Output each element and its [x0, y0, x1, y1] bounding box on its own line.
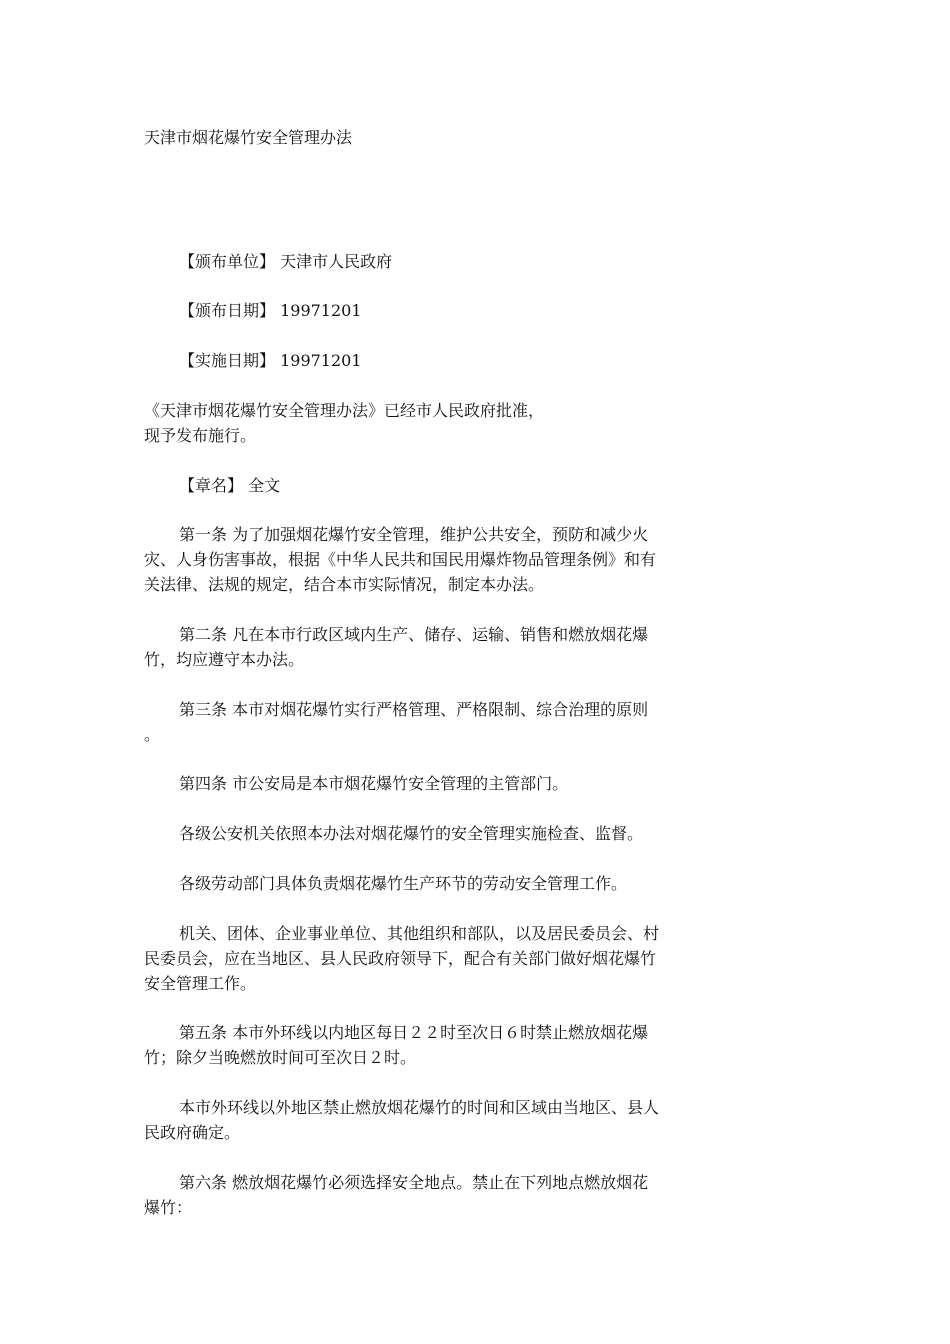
article-5-paragraph-2-line-1: 本市外环线以外地区禁止燃放烟花爆竹的时间和区域由当地区、县人: [179, 1098, 660, 1117]
article-3-line-1: 第三条 本市对烟花爆竹实行严格管理、严格限制、综合治理的原则: [179, 700, 649, 719]
article-4-paragraph-2: 各级公安机关依照本办法对烟花爆竹的安全管理实施检查、监督。: [179, 824, 644, 843]
article-3-line-2: 。: [144, 725, 161, 744]
preamble-line-1: 《天津市烟花爆竹安全管理办法》已经市人民政府批准，: [144, 401, 545, 420]
article-4-paragraph-3: 各级劳动部门具体负责烟花爆竹生产环节的劳动安全管理工作。: [179, 874, 628, 893]
article-5-paragraph-1-line-2: 竹；除夕当晚燃放时间可至次日２时。: [144, 1048, 417, 1067]
article-6-line-2: 爆竹：: [144, 1198, 193, 1217]
article-4-paragraph-4-line-3: 安全管理工作。: [144, 974, 257, 993]
article-2-line-1: 第二条 凡在本市行政区域内生产、储存、运输、销售和燃放烟花爆: [179, 625, 649, 644]
article-4-paragraph-4-line-2: 民委员会，应在当地区、县人民政府领导下，配合有关部门做好烟花爆竹: [144, 949, 657, 968]
preamble-line-2: 现予发布施行。: [144, 426, 257, 445]
meta-effective-date: 【实施日期】 19971201: [179, 351, 362, 370]
article-2-line-2: 竹，均应遵守本办法。: [144, 650, 305, 669]
article-4-paragraph-4-line-1: 机关、团体、企业事业单位、其他组织和部队，以及居民委员会、村: [179, 924, 660, 943]
meta-issue-date: 【颁布日期】 19971201: [179, 301, 362, 320]
document-title: 天津市烟花爆竹安全管理办法: [144, 128, 353, 147]
article-6-line-1: 第六条 燃放烟花爆竹必须选择安全地点。禁止在下列地点燃放烟花: [179, 1173, 649, 1192]
meta-issuer: 【颁布单位】 天津市人民政府: [179, 252, 393, 271]
article-1-line-2: 灾、人身伤害事故，根据《中华人民共和国民用爆炸物品管理条例》和有: [144, 550, 657, 569]
article-4-paragraph-1: 第四条 市公安局是本市烟花爆竹安全管理的主管部门。: [179, 774, 569, 793]
article-5-paragraph-2-line-2: 民政府确定。: [144, 1123, 241, 1142]
article-1-line-3: 关法律、法规的规定，结合本市实际情况，制定本办法。: [144, 575, 545, 594]
article-1-line-1: 第一条 为了加强烟花爆竹安全管理，维护公共安全，预防和减少火: [179, 525, 649, 544]
chapter-heading: 【章名】 全文: [179, 476, 281, 495]
article-5-paragraph-1-line-1: 第五条 本市外环线以内地区每日２２时至次日６时禁止燃放烟花爆: [179, 1023, 649, 1042]
